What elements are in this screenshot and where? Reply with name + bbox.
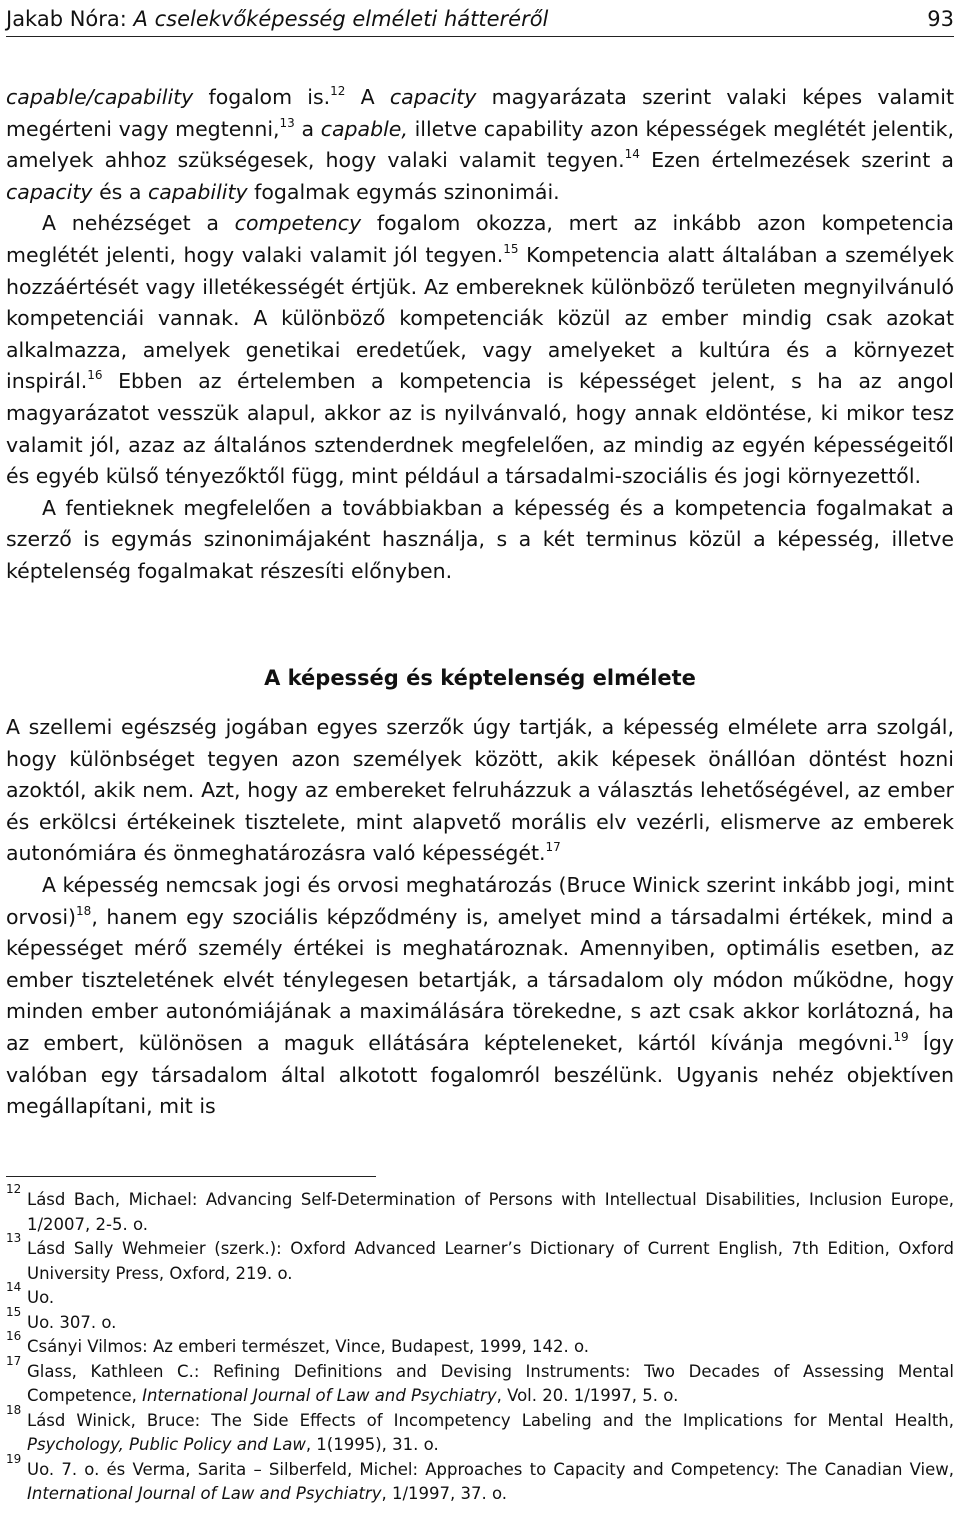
italic-term: Psychology, Public Policy and Law xyxy=(27,1435,306,1454)
text-run: Ezen értelmezések szerint a xyxy=(639,148,954,173)
footnote xyxy=(6,1329,954,1360)
footnote-ref: 16 xyxy=(87,368,103,383)
text-run: Lásd Winick, Bruce: The Side Effects of Incompetency Labeling and the Implications for Mental Health, xyxy=(27,1410,954,1430)
footnote-number: 19 xyxy=(6,1451,22,1466)
text-run: fogalmak egymás szinonimái. xyxy=(247,179,560,204)
text-run: Csányi Vilmos: Az emberi természet, Vince, Budapest, 1999, 142. o. xyxy=(27,1337,590,1356)
text-run: magyarázata szerint valaki képes valamit megérteni vagy megtenni, xyxy=(6,85,954,141)
text-run: Uo. 307. o. xyxy=(27,1312,117,1332)
footnote-ref: 12 xyxy=(330,84,346,98)
italic-term: competency xyxy=(234,211,362,236)
text-run: , hanem egy szociális képződmény is, amelyet mind a társadalmi értékek, mind a képességet mérő személy értékei is meghatároznak. Amennyiben, optimális esetben, az ember tiszteletének elvét ténylegesen betartják, a társadalom oly módon működne, hogy minden ember autonómiájának a maximálására törekedne, s azt csak akkor korlátozná, ha az embert, különösen a maguk ellátására képteleneket, kártól kívánja megóvni. xyxy=(6,904,954,1055)
footnote xyxy=(6,1353,954,1409)
italic-term: International Journal of Law and Psychiatry xyxy=(142,1386,497,1405)
text-run: fogalom okozza, mert az inkább azon kompetencia meglétét jelenti, hogy valaki valamit jól tegyen. xyxy=(6,211,954,267)
header-article-title: A cselekvőképesség elméleti hátteréről xyxy=(133,7,549,31)
text-run: Lásd Sally Wehmeier (szerk.): Oxford Advanced Learner’s Dictionary of Current English, 7th Edition, Oxford University Press, Oxford, 219. o. xyxy=(27,1239,954,1283)
footnote-number: 14 xyxy=(6,1280,22,1294)
text-run: Lásd Bach, Michael: Advancing Self-Determination of Persons with Intellectual Disabilities, Inclusion Europe, 1/2007, 2-5. o. xyxy=(27,1190,954,1234)
footnote-ref: 19 xyxy=(893,1029,909,1044)
section-heading: A képesség és képtelenség elmélete xyxy=(264,666,696,690)
text-run: Ebben az értelemben a kompetencia is képességet jelent, s ha az angol magyarázatot vesszük alapul, akkor az is nyilvánvaló, hogy annak eldöntése, ki mikor tesz valamit jól, azaz az általános sztenderdnek megfelelően, az mindig az egyén képességeitől és egyéb külső tényezőktől függ, mint például a társadalmi-szociális és jogi környezettől. xyxy=(6,369,954,489)
running-header xyxy=(6,4,954,37)
italic-term: capable, xyxy=(320,116,408,141)
footnote-number: 15 xyxy=(6,1304,22,1319)
header-author: Jakab Nóra: xyxy=(6,7,134,31)
footnote-number: 12 xyxy=(6,1182,22,1196)
italic-term: capacity xyxy=(389,85,477,109)
footnote-ref: 17 xyxy=(545,840,561,855)
text-run: Uo. xyxy=(27,1288,55,1307)
text-run: A nehézséget a xyxy=(42,211,235,236)
footnote-divider xyxy=(6,1176,376,1177)
footnote xyxy=(6,1402,954,1458)
italic-term: capability xyxy=(147,179,248,204)
text-run: Glass, Kathleen C.: Refining Definitions and Devising Instruments: Two Decades of Assessing Mental Competence, xyxy=(27,1361,954,1405)
text-run: és a xyxy=(92,179,148,204)
section-text xyxy=(6,712,954,1123)
paragraph xyxy=(6,712,954,870)
footnote xyxy=(6,1280,954,1311)
italic-term: capable/capability xyxy=(6,85,194,109)
footnote-ref: 14 xyxy=(624,147,640,162)
footnote-ref: 13 xyxy=(279,115,295,130)
paragraph xyxy=(6,493,954,588)
header-title xyxy=(6,4,548,34)
text-run: Kompetencia alatt általában a személyek hozzáértését vagy illetékességét értjük. Az embereknek különböző területen megnyilvánuló kompetenciái vannak. A különböző kompetenciák közül az ember mindig csak azokat alkalmazza, amelyek genetikai eredetűek, vagy amelyeket a kultúra és a környezet inspirál. xyxy=(6,242,955,394)
footnote xyxy=(6,1451,954,1507)
text-run: A fentieknek megfelelően a továbbiakban a képesség és a kompetencia fogalmakat a szerző is egymás szinonimájaként használja, s a két terminus közül a képesség, illetve képtelenség fogalmakat részesíti előnyben. xyxy=(6,495,954,583)
text-run: illetve capability azon képességek meglétét jelentik, amelyek ahhoz szükségesek, hogy valaki valamit tegyen. xyxy=(6,116,954,173)
footnote-number: 13 xyxy=(6,1231,22,1245)
paragraph xyxy=(6,870,954,1123)
paragraph xyxy=(6,208,954,492)
footnotes xyxy=(6,1182,954,1507)
footnote-number: 17 xyxy=(6,1353,22,1368)
text-run: , 1(1995), 31. o. xyxy=(305,1435,439,1454)
text-run: A szellemi egészség jogában egyes szerzők úgy tartják, a képesség elmélete arra szolgál, hogy különbséget tegyen azon személyek között, akik képesek önállóan döntést hozni azoktól, akik nem. Azt, hogy az embereket felruházzuk a választás lehetőségével, az ember és erkölcsi értékeinek tisztelete, mint alapvető morális elv vezérli, elismerve az emberek autonómiára és önmeghatározásra való képességét. xyxy=(6,715,954,866)
footnote-number: 16 xyxy=(6,1329,22,1343)
italic-term: International Journal of Law and Psychiatry xyxy=(27,1484,382,1503)
paragraph xyxy=(6,82,954,208)
footnote xyxy=(6,1304,954,1336)
text-run: a xyxy=(294,116,321,141)
text-run: , Vol. 20. 1/1997, 5. o. xyxy=(496,1386,679,1405)
intro-text xyxy=(6,82,954,588)
text-run: A xyxy=(345,85,390,109)
text-run: , 1/1997, 37. o. xyxy=(381,1484,508,1503)
text-run: fogalom is. xyxy=(193,85,331,109)
text-run: A képesség nemcsak jogi és orvosi meghatározás (Bruce Winick szerint inkább jogi, mint orvosi) xyxy=(6,872,954,929)
text-run: Uo. 7. o. és Verma, Sarita – Silberfeld, Michel: Approaches to Capacity and Competency: The Canadian View, xyxy=(27,1459,954,1479)
footnote xyxy=(6,1182,954,1237)
page-number: 93 xyxy=(927,7,954,31)
footnote-number: 18 xyxy=(6,1402,22,1417)
italic-term: capacity xyxy=(6,179,93,204)
text-run: Így valóban egy társadalom által alkotott fogalomról beszélünk. Ugyanis nehéz objektíven megállapítani, mit is xyxy=(6,1030,954,1119)
footnote-ref: 18 xyxy=(76,903,92,918)
footnote xyxy=(6,1231,954,1286)
footnote-ref: 15 xyxy=(503,241,519,256)
